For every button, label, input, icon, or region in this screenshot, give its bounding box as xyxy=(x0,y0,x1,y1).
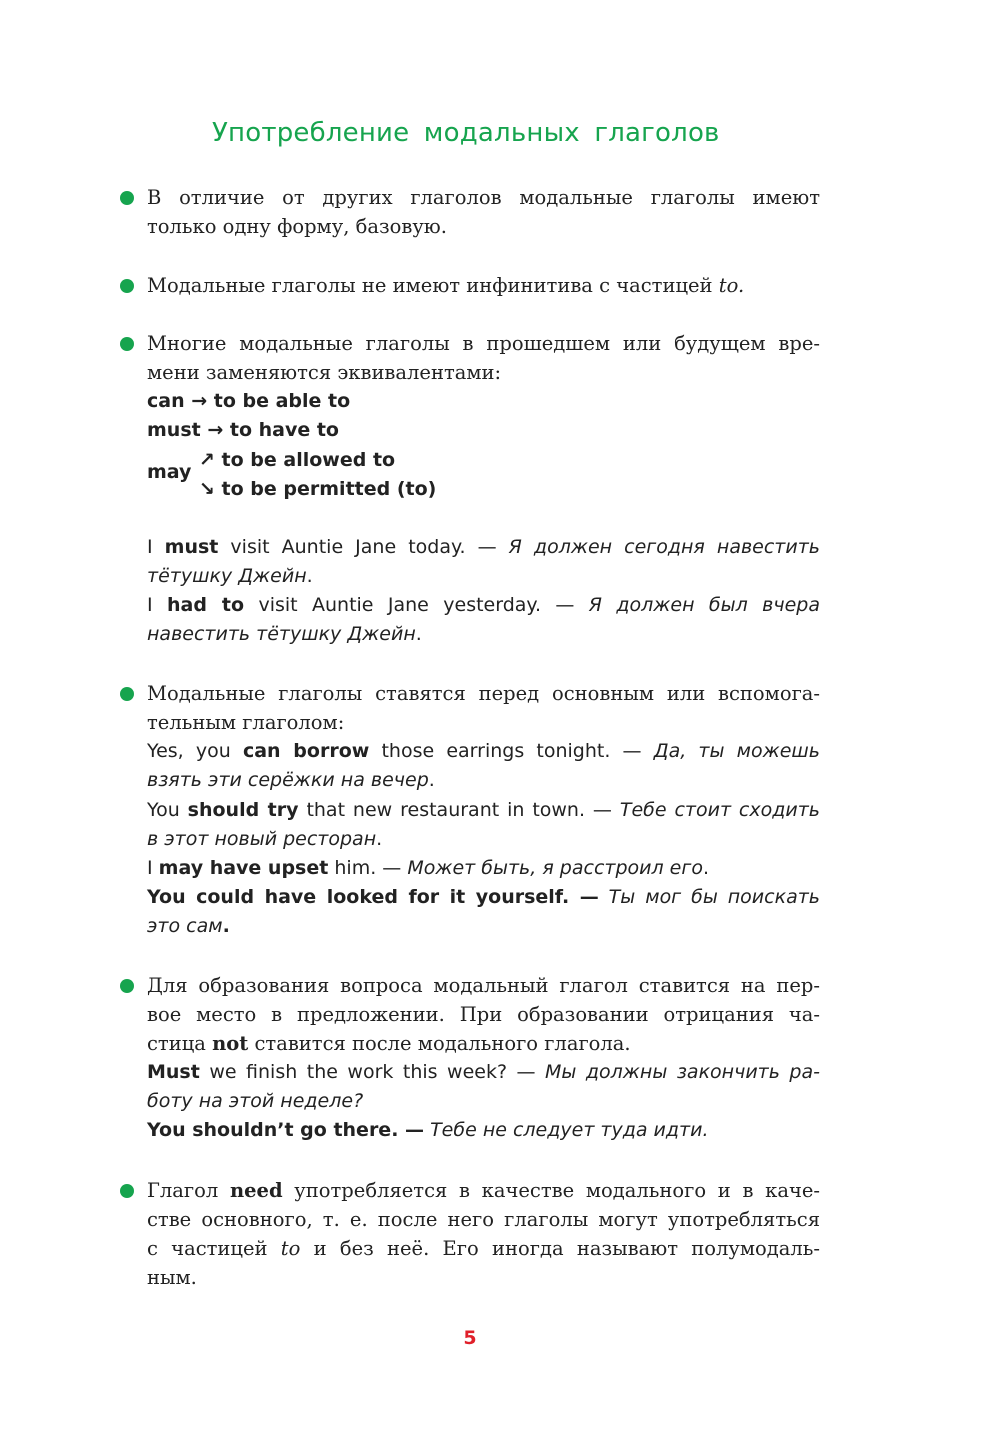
bullet-icon xyxy=(120,979,134,993)
bullet-icon xyxy=(120,191,134,205)
bullet-5-line-2: вое место в предложении. При образовании отрицания ча- xyxy=(147,1003,820,1026)
equivalent-can: can → to be able to xyxy=(147,390,351,412)
example-line: навестить тётушку Джейн. xyxy=(147,623,422,645)
example-line: You could have looked for it yourself. — Ты мог бы поискать xyxy=(147,886,820,908)
example-line: взять эти серёжки на вечер. xyxy=(147,769,435,791)
bullet-6-line-1: Глагол need употребляется в качестве модального и в каче- xyxy=(147,1179,820,1202)
bullet-icon xyxy=(120,337,134,351)
bullet-6-line-3: с частицей to и без неё. Его иногда называют полумодаль- xyxy=(147,1237,820,1260)
equivalent-must: must → to have to xyxy=(147,419,339,441)
bullet-3-line-1: Многие модальные глаголы в прошедшем или будущем вре- xyxy=(147,332,820,355)
example-line: тётушку Джейн. xyxy=(147,565,313,587)
bullet-4-line-1: Модальные глаголы ставятся перед основным или вспомога- xyxy=(147,682,820,705)
example-line: I had to visit Auntie Jane yesterday. — Я должен был вчера xyxy=(147,594,820,616)
bullet-icon xyxy=(120,1184,134,1198)
bullet-icon xyxy=(120,687,134,701)
bullet-icon xyxy=(120,279,134,293)
bullet-5-line-1: Для образования вопроса модальный глагол ставится на пер- xyxy=(147,974,820,997)
example-line: Yes, you can borrow those earrings tonight. — Да, ты можешь xyxy=(147,740,820,762)
bullet-4-line-2: тельным глаголом: xyxy=(147,711,345,734)
arrow-down-right-icon: ↘ xyxy=(199,478,215,500)
bullet-1-line-2: только одну форму, базовую. xyxy=(147,215,447,238)
example-line: I may have upset him. — Может быть, я расстроил его. xyxy=(147,857,710,879)
bullet-1-line-1: В отличие от других глаголов модальные глаголы имеют xyxy=(147,186,820,209)
example-line: это сам. xyxy=(147,915,230,937)
bullet-6-line-2: стве основного, т. е. после него глаголы могут употребляться xyxy=(147,1208,820,1231)
example-line: боту на этой неделе? xyxy=(147,1090,364,1112)
example-line: в этот новый ресторан. xyxy=(147,828,383,850)
bullet-2-text: Модальные глаголы не имеют инфинитива с частицей to. xyxy=(147,274,745,297)
example-line: I must visit Auntie Jane today. — Я должен сегодня навестить xyxy=(147,536,820,558)
equivalent-may: may xyxy=(147,461,192,483)
bullet-6-line-4: ным. xyxy=(147,1266,197,1289)
example-line: Must we finish the work this week? — Мы должны закончить ра- xyxy=(147,1061,820,1083)
example-line: You should try that new restaurant in town. — Тебе стоит сходить xyxy=(147,799,820,821)
page-number: 5 xyxy=(463,1327,477,1349)
page-title: Употребление модальных глаголов xyxy=(212,118,720,148)
example-line: You shouldn’t go there. — Тебе не следует туда идти. xyxy=(147,1119,709,1141)
bullet-3-line-2: мени заменяются эквивалентами: xyxy=(147,361,502,384)
equivalent-may-option-1: ↗ to be allowed to xyxy=(199,449,396,471)
arrow-up-right-icon: ↗ xyxy=(199,449,215,471)
equivalent-may-option-2: ↘ to be permitted (to) xyxy=(199,478,437,500)
bullet-5-line-3: стица not ставится после модального глагола. xyxy=(147,1032,631,1055)
